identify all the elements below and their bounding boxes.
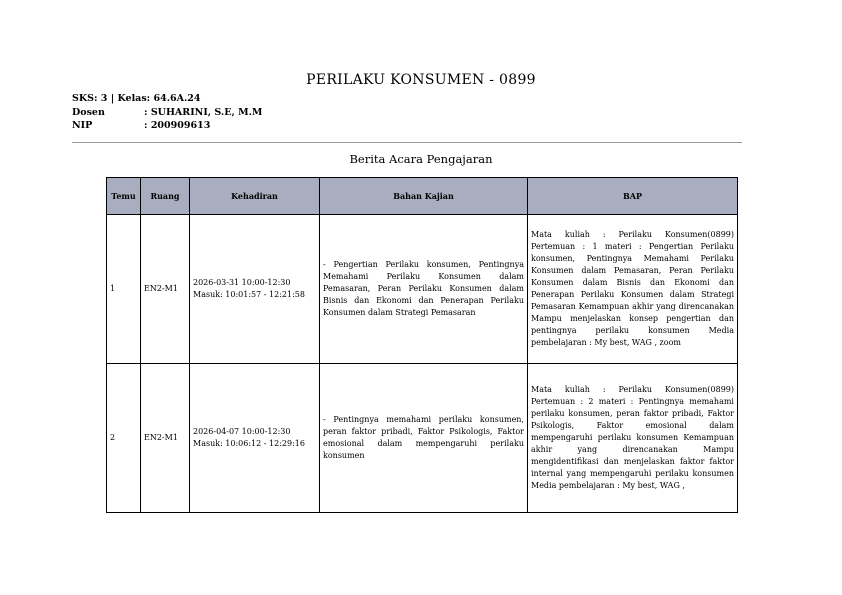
nip-row xyxy=(72,119,262,133)
cell-bap: Mata kuliah : Perilaku Konsumen(0899) Pertemuan : 2 materi : Pentingnya memahami perilaku konsumen, peran faktor pribadi, Faktor Psikologis, Faktor emosional dalam mempengaruhi perilaku konsumen Kemampuan akhir yang direncanakan Mampu mengidentifikasi dan menjelaskan faktor faktor internal yang mempengaruhi perilaku konsumen Media pembelajaran : My best, WAG , xyxy=(528,364,738,513)
masuk-text: Masuk: 10:06:12 - 12:29:16 xyxy=(193,439,305,448)
column-header-bap: BAP xyxy=(528,178,738,215)
table-row xyxy=(107,215,738,364)
nip-label: NIP xyxy=(72,120,93,131)
dosen-label: Dosen xyxy=(72,106,105,118)
cell-temu: 1 xyxy=(107,215,141,364)
section-title: Berita Acara Pengajaran xyxy=(349,152,493,166)
jadwal-text: 2026-04-07 10:00-12:30 xyxy=(193,427,291,436)
cell-kehadiran xyxy=(190,364,320,513)
course-meta xyxy=(72,92,262,133)
cell-kehadiran xyxy=(190,215,320,364)
cell-ruang: EN2-M1 xyxy=(141,215,190,364)
column-header-ruang: Ruang xyxy=(141,178,190,215)
cell-temu: 2 xyxy=(107,364,141,513)
cell-bahan-kajian: - Pengertian Perilaku konsumen, Pentingnya Memahami Perilaku Konsumen dalam Pemasaran, Peran Perilaku Konsumen dalam Bisnis dan Ekonomi dan Penerapan Perilaku Konsumen dalam Strategi Pemasaran xyxy=(320,215,528,364)
column-header-kehadiran: Kehadiran xyxy=(190,178,320,215)
cell-bahan-kajian: - Pentingnya memahami perilaku konsumen, peran faktor pribadi, Faktor Psikologis, Faktor emosional dalam mempengaruhi perilaku konsumen xyxy=(320,364,528,513)
divider xyxy=(72,142,742,143)
table-header-row xyxy=(107,178,738,215)
masuk-text: Masuk: 10:01:57 - 12:21:58 xyxy=(193,290,305,299)
column-header-temu: Temu xyxy=(107,178,141,215)
jadwal-text: 2026-03-31 10:00-12:30 xyxy=(193,278,291,287)
bap-table xyxy=(106,177,738,513)
column-header-bahan-kajian: Bahan Kajian xyxy=(320,178,528,215)
nip-value: : 200909613 xyxy=(144,120,211,131)
cell-ruang: EN2-M1 xyxy=(141,364,190,513)
page-title: PERILAKU KONSUMEN - 0899 xyxy=(306,72,536,88)
table-row xyxy=(107,364,738,513)
cell-bap: Mata kuliah : Perilaku Konsumen(0899) Pertemuan : 1 materi : Pengertian Perilaku konsumen, Pentingnya Memahami Perilaku Konsumen dalam Pemasaran, Peran Perilaku Konsumen dalam Bisnis dan Ekonomi dan Penerapan Perilaku Konsumen dalam Strategi Pemasaran Kemampuan akhir yang direncanakan Mampu menjelaskan konsep pengertian dan pentingnya perilaku konsumen Media pembelajaran : My best, WAG , zoom xyxy=(528,215,738,364)
dosen-row xyxy=(72,106,262,120)
sks-kelas: SKS: 3 | Kelas: 64.6A.24 xyxy=(72,93,201,104)
dosen-value: : SUHARINI, S.E, M.M xyxy=(144,106,263,118)
